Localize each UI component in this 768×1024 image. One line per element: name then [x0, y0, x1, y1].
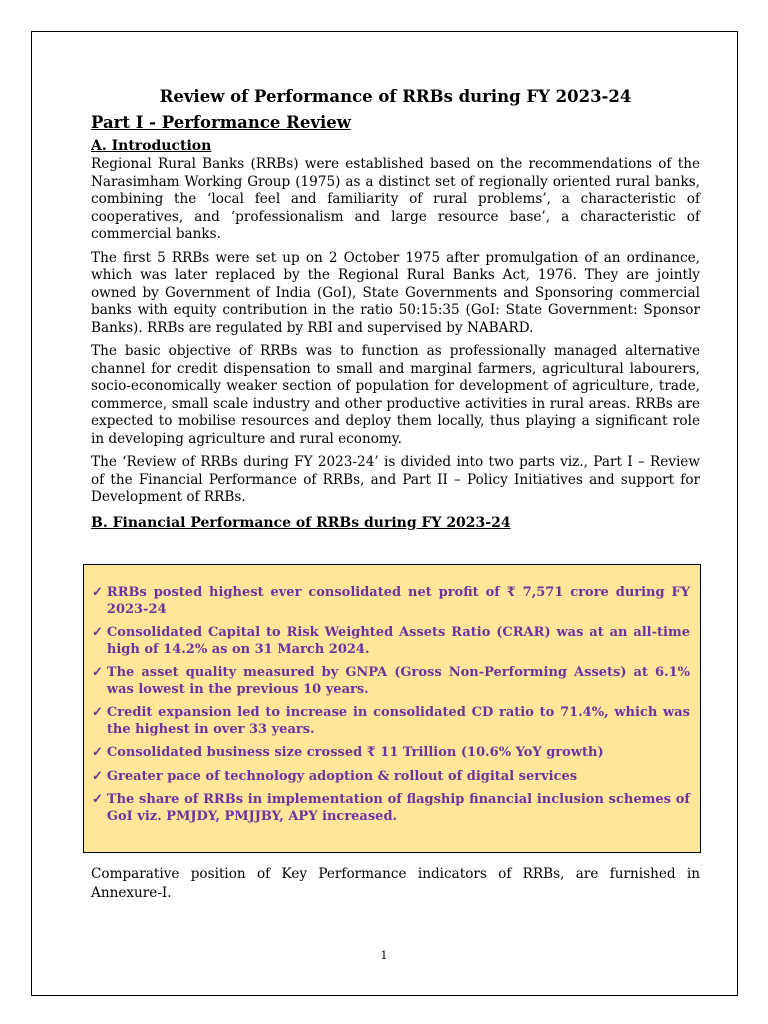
highlight-item	[92, 769, 690, 786]
check-mark-icon: ✓	[92, 665, 103, 680]
highlight-item	[92, 585, 690, 618]
section-b-heading: B. Financial Performance of RRBs during FY 2023-24	[91, 514, 511, 531]
highlights-box	[83, 564, 701, 853]
section-a-heading: A. Introduction	[91, 138, 212, 154]
check-mark-icon: ✓	[92, 705, 103, 720]
closing-paragraph: Comparative position of Key Performance indicators of RRBs, are furnished in Annexure-I.	[91, 866, 700, 901]
highlight-item	[92, 745, 690, 762]
highlight-item	[92, 625, 690, 658]
highlight-text: The share of RRBs in implementation of flagship financial inclusion schemes of GoI viz. PMJDY, PMJJBY, APY increased.	[106, 792, 690, 824]
check-mark-icon: ✓	[92, 625, 103, 640]
document-body	[91, 86, 700, 533]
highlight-text: Consolidated Capital to Risk Weighted Assets Ratio (CRAR) was at an all-time high of 14.2% as on 31 March 2024.	[106, 625, 690, 657]
intro-paragraph-4: The ‘Review of RRBs during FY 2023-24’ is divided into two parts viz., Part I – Review of the Financial Performance of RRBs, and Part II – Policy Initiatives and support for Development of RRBs.	[91, 454, 700, 505]
highlight-item	[92, 792, 690, 825]
highlight-item	[92, 665, 690, 698]
check-mark-icon: ✓	[92, 585, 103, 600]
check-mark-icon: ✓	[92, 745, 103, 760]
part-title: Part I - Performance Review	[91, 113, 351, 132]
document-title: Review of Performance of RRBs during FY 2023-24	[159, 87, 632, 106]
intro-paragraph-2: The first 5 RRBs were set up on 2 October 1975 after promulgation of an ordinance, which was later replaced by the Regional Rural Banks Act, 1976. They are jointly owned by Government of India (GoI), State Governments and Sponsoring commercial banks with equity contribution in the ratio 50:15:35 (GoI: State Government: Sponsor Banks). RRBs are regulated by RBI and supervised by NABARD.	[91, 249, 700, 336]
check-mark-icon: ✓	[92, 792, 103, 807]
highlight-text: Greater pace of technology adoption & rollout of digital services	[106, 768, 578, 784]
page-number: 1	[380, 949, 388, 962]
highlight-text: The asset quality measured by GNPA (Gross Non-Performing Assets) at 6.1% was lowest in the previous 10 years.	[106, 665, 690, 697]
highlight-text: Credit expansion led to increase in consolidated CD ratio to 71.4%, which was the highest in over 33 years.	[106, 705, 690, 737]
highlight-text: Consolidated business size crossed ₹ 11 Trillion (10.6% YoY growth)	[106, 745, 604, 760]
highlight-item	[92, 705, 690, 738]
highlight-text: RRBs posted highest ever consolidated net profit of ₹ 7,571 crore during FY 2023-24	[106, 585, 690, 617]
intro-paragraph-1: Regional Rural Banks (RRBs) were established based on the recommendations of the Narasimham Working Group (1975) as a distinct set of regionally oriented rural banks, combining the ‘local feel and familiarity of rural problems’, a characteristic of cooperatives, and ‘professionalism and large resource base’, a characteristic of commercial banks.	[91, 156, 700, 242]
check-mark-icon: ✓	[92, 768, 103, 784]
intro-paragraph-3: The basic objective of RRBs was to function as professionally managed alternative channel for credit dispensation to small and marginal farmers, agricultural labourers, socio-economically weaker section of population for development of agriculture, trade, commerce, small scale industry and other productive activities in rural areas. RRBs are expected to mobilise resources and deploy them locally, thus playing a significant role in developing agriculture and rural economy.	[91, 343, 700, 447]
